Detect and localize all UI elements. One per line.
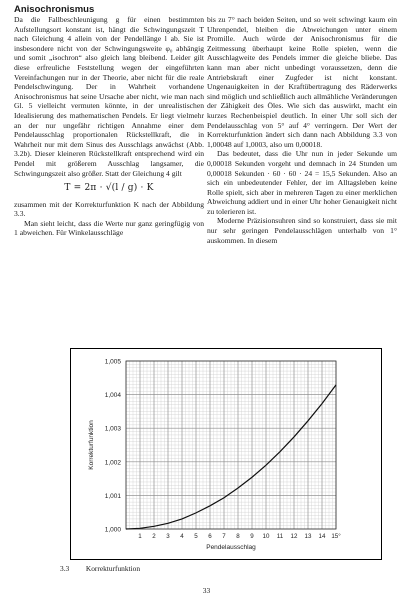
figure-frame: [70, 348, 382, 560]
section-heading: Anisochronismus: [14, 4, 95, 15]
paragraph: Da die Fallbeschleunigung g für einen bestimmten Aufstellungsort konstant ist, hängt die Schwingungszeit T nach Gleichung 4 allein von der Pendellänge l ab. Sie ist insbesondere nicht von der Schwingungsweite φ₀ abhängig und somit „isochron“ also gleich lang bleibend. Leider gilt diese erfreuliche Feststellung wegen der eingeführten Vereinfachungen nur in der Theorie, aber nicht für die reale Pendelschwingung. Der in Wahrheit vorhandene Anisochronismus hat seine Ursache aber nicht, wie man nach Gl. 5 vielleicht vermuten könnte, in der unrealistischen Idealisierung des mathematischen Pendels. Er liegt vielmehr an der nur ungefähr richtigen Annahme einer dem Pendelausschlag proportionalen Rückstellkraft, die in Wahrheit nur mit dem Sinus des Ausschlags anwächst (Abb. 3.2b). Dieser kleineren Rückstellkraft entsprechend wird ein Pendel mit größerem Ausschlag langsamer, die Schwingungszeit also größer. Statt der Gleichung 4 gilt: [14, 15, 204, 178]
x-tick-label: 3: [166, 533, 170, 540]
x-tick-label: 2: [152, 533, 156, 540]
right-column: [207, 15, 397, 245]
paragraph: zusammen mit der Korrekturfunktion K nach der Abbildung 3.3.: [14, 199, 204, 219]
figure-caption: [60, 564, 140, 573]
paragraph: Man sieht leicht, dass die Werte nur ganz geringfügig von 1 abweichen. Für Winkelausschläge: [14, 218, 204, 238]
page-number: 33: [202, 586, 211, 595]
x-tick-label: 8: [236, 533, 240, 540]
x-axis-label: Pendelausschlag: [206, 544, 256, 551]
y-tick-label: 1,003: [104, 425, 121, 433]
x-tick-label: 4: [180, 533, 184, 540]
x-tick-label: 15°: [331, 533, 341, 540]
x-tick-label: 9: [250, 533, 254, 540]
paragraph: bis zu 7° nach beiden Seiten, und so weit schwingt kaum ein Uhrenpendel, bleiben die Abweichungen unter einem Promille. Auch würde der Anisochronismus für die Zeitmessung überhaupt keine Rolle spielen, wenn die Ausschlagweite des Pendels immer die gleiche bliebe. Das kann man aber nicht unbedingt voraussetzen, denn die Antriebskraft einer Zugfeder ist nicht konstant. Ungenauigkeiten in der Kraftübertragung des Räderwerks sind möglich und schließlich auch allmähliche Veränderungen der Zähigkeit des Öles. Wie sich das auswirkt, macht ein kurzes Rechenbeispiel deutlich. In einer Uhr soll sich der Pendelausschlag von 5° auf 4° verringern. Der Wert der Korrekturfunktion ändert sich dann nach Abbildung 3.3 von 1,00048 auf 1,0003, also um 0,00018.: [207, 15, 397, 149]
x-tick-label: 6: [208, 533, 212, 540]
x-tick-label: 14: [318, 533, 326, 540]
y-axis-label: Korrekturfunktion: [88, 420, 95, 470]
y-tick-label: 1,000: [104, 526, 121, 534]
x-tick-label: 1: [138, 533, 142, 540]
x-tick-label: 13: [304, 533, 312, 540]
x-tick-label: 5: [194, 533, 198, 540]
formula: T = 2π · √(l / g) · K: [64, 183, 154, 194]
x-tick-label: 12: [290, 533, 298, 540]
y-tick-label: 1,004: [104, 392, 121, 400]
figure-number: 3.3: [60, 564, 70, 573]
y-tick-label: 1,005: [104, 358, 121, 366]
x-tick-label: 7: [222, 533, 226, 540]
x-tick-label: 10: [262, 533, 270, 540]
correction-function-chart: [71, 349, 381, 559]
x-tick-label: 11: [276, 533, 284, 540]
paragraph: Das bedeutet, dass die Uhr nun in jeder Sekunde um 0,00018 Sekunden vorgeht und demnach in 24 Stunden um 0,00018 Sekunden · 60 · 60 · 24 = 15,5 Sekunden. Also an sich ein unbedeutender Fehler, der im Alltagsleben keine Rolle spielt, sich aber in mehreren Tagen zu einer merklichen Abweichung addiert und in einer Uhr hoher Genauigkeit nicht zu tolerieren ist.: [207, 149, 397, 216]
left-column: [14, 15, 204, 238]
y-tick-label: 1,001: [104, 492, 121, 500]
figure-caption-text: Korrekturfunktion: [85, 564, 141, 573]
y-tick-label: 1,002: [104, 459, 121, 467]
paragraph: Moderne Präzisionsuhren sind so konstruiert, dass sie mit nur sehr geringen Pendelausschlägen unterhalb von 1° auskommen. In diesem: [207, 216, 397, 245]
